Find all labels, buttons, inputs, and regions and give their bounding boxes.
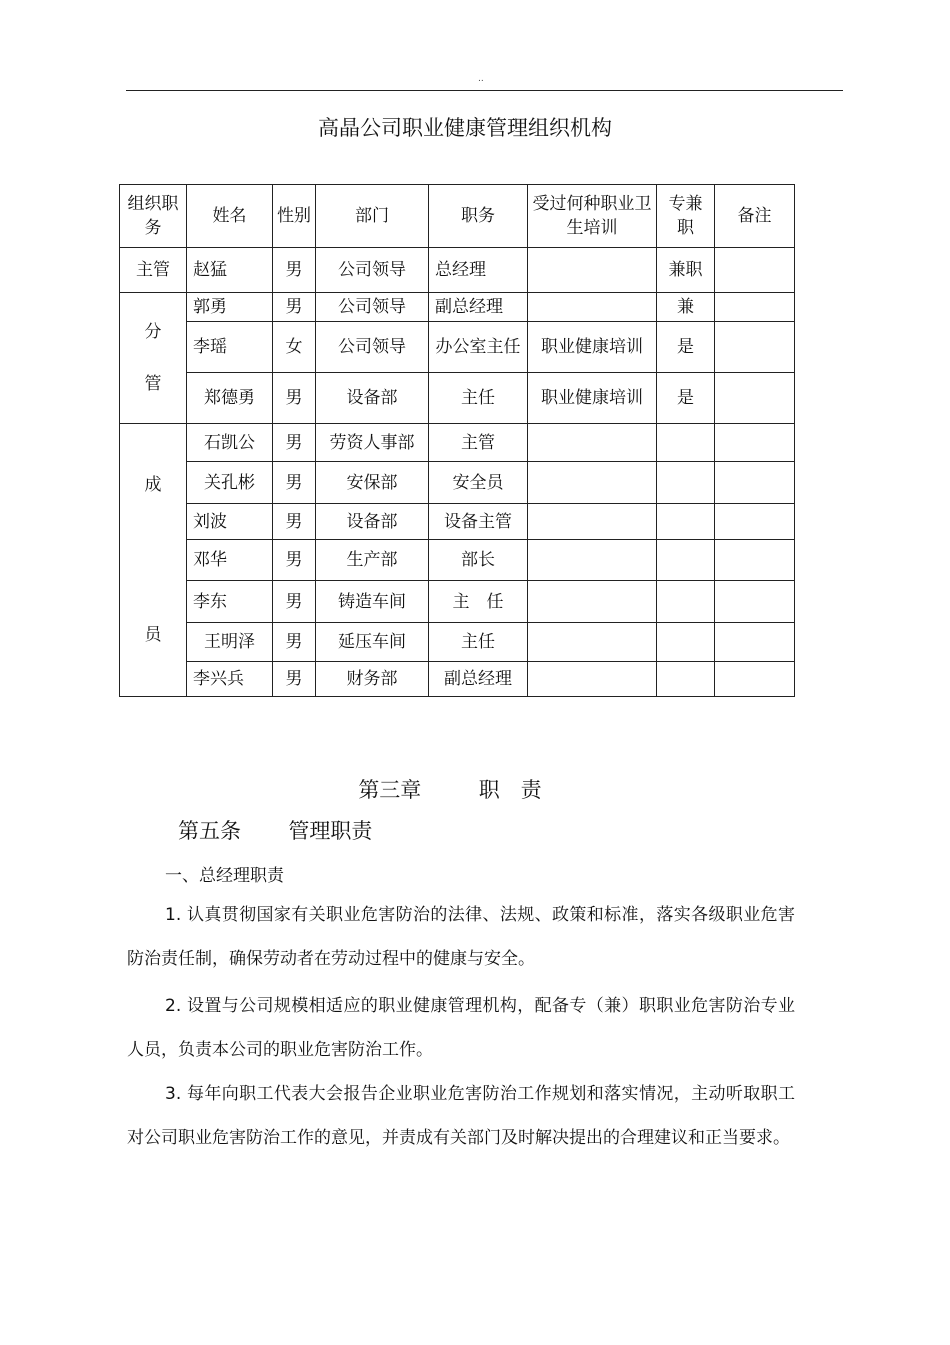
name-cell: 郑德勇	[187, 373, 273, 424]
type-cell	[657, 662, 715, 697]
training-cell: 职业健康培训	[528, 322, 657, 373]
name-cell: 石凯公	[187, 424, 273, 462]
note-cell	[715, 424, 795, 462]
chapter-number: 第三章	[358, 778, 422, 802]
table-row	[120, 248, 795, 293]
table-row	[120, 623, 795, 662]
type-cell: 是	[657, 322, 715, 373]
position-cell: 主 任	[429, 581, 528, 623]
training-cell	[528, 248, 657, 293]
training-cell	[528, 424, 657, 462]
training-cell	[528, 293, 657, 322]
position-cell: 副总经理	[429, 662, 528, 697]
gender-cell: 男	[273, 424, 316, 462]
training-cell: 职业健康培训	[528, 373, 657, 424]
gender-cell: 男	[273, 293, 316, 322]
type-cell	[657, 424, 715, 462]
dept-cell: 公司领导	[316, 248, 429, 293]
gender-cell: 男	[273, 581, 316, 623]
header-cell: 职务	[429, 185, 528, 248]
name-cell: 刘波	[187, 504, 273, 540]
dept-cell: 公司领导	[316, 293, 429, 322]
organization-table	[119, 184, 795, 697]
group-label-char: 管	[144, 374, 162, 394]
header-cell: 备注	[715, 185, 795, 248]
gender-cell: 男	[273, 540, 316, 581]
name-cell: 李兴兵	[187, 662, 273, 697]
group-label-char: 成	[144, 475, 162, 495]
document-title: 高晶公司职业健康管理组织机构	[318, 116, 612, 140]
note-cell	[715, 462, 795, 504]
note-cell	[715, 581, 795, 623]
position-cell: 主任	[429, 373, 528, 424]
position-cell: 副总经理	[429, 293, 528, 322]
header-cell: 专兼职	[657, 185, 715, 248]
table-row	[120, 581, 795, 623]
gender-cell: 女	[273, 322, 316, 373]
position-cell: 安全员	[429, 462, 528, 504]
group-label-char: 分	[144, 322, 162, 342]
training-cell	[528, 540, 657, 581]
paragraph: 3. 每年向职工代表大会报告企业职业危害防治工作规划和落实情况，主动听取职工对公司职业危害防治工作的意见，并责成有关部门及时解决提出的合理建议和正当要求。	[127, 1084, 795, 1148]
name-cell: 赵猛	[187, 248, 273, 293]
note-cell	[715, 504, 795, 540]
group-label-cell	[120, 248, 187, 293]
type-cell	[657, 623, 715, 662]
group-label-char: 主管	[136, 260, 170, 280]
dept-cell: 财务部	[316, 662, 429, 697]
name-cell: 邓华	[187, 540, 273, 581]
table-row	[120, 424, 795, 462]
gender-cell: 男	[273, 623, 316, 662]
training-cell	[528, 623, 657, 662]
name-cell: 王明泽	[187, 623, 273, 662]
header-cell: 部门	[316, 185, 429, 248]
position-cell: 总经理	[429, 248, 528, 293]
section-heading: 一、总经理职责	[165, 866, 284, 886]
dept-cell: 公司领导	[316, 322, 429, 373]
position-cell: 主任	[429, 623, 528, 662]
type-cell	[657, 540, 715, 581]
header-cell: 受过何种职业卫生培训	[528, 185, 657, 248]
note-cell	[715, 623, 795, 662]
dept-cell: 设备部	[316, 373, 429, 424]
position-cell: 办公室主任	[429, 322, 528, 373]
dept-cell: 延压车间	[316, 623, 429, 662]
table-row	[120, 322, 795, 373]
dept-cell: 铸造车间	[316, 581, 429, 623]
type-cell	[657, 462, 715, 504]
note-cell	[715, 662, 795, 697]
training-cell	[528, 462, 657, 504]
type-cell	[657, 581, 715, 623]
gender-cell: 男	[273, 662, 316, 697]
header-cell: 性别	[273, 185, 316, 248]
header-cell: 姓名	[187, 185, 273, 248]
table-row	[120, 293, 795, 322]
name-cell: 郭勇	[187, 293, 273, 322]
gender-cell: 男	[273, 504, 316, 540]
name-cell: 关孔彬	[187, 462, 273, 504]
table-row	[120, 504, 795, 540]
note-cell	[715, 373, 795, 424]
header-rule	[126, 90, 843, 91]
training-cell	[528, 662, 657, 697]
gender-cell: 男	[273, 248, 316, 293]
position-cell: 主管	[429, 424, 528, 462]
position-cell: 设备主管	[429, 504, 528, 540]
paragraph: 2. 设置与公司规模相适应的职业健康管理机构，配备专（兼）职职业危害防治专业人员，负责本公司的职业危害防治工作。	[127, 996, 795, 1060]
table-header-row	[120, 185, 795, 248]
note-cell	[715, 293, 795, 322]
group-label-cell	[120, 424, 187, 697]
note-cell	[715, 248, 795, 293]
type-cell	[657, 504, 715, 540]
dept-cell: 安保部	[316, 462, 429, 504]
group-label-char: 员	[144, 625, 162, 645]
table-row	[120, 662, 795, 697]
header-marker: ..	[478, 74, 484, 84]
group-label-cell	[120, 293, 187, 424]
table-row	[120, 540, 795, 581]
name-cell: 李瑶	[187, 322, 273, 373]
gender-cell: 男	[273, 373, 316, 424]
header-cell: 组织职务	[120, 185, 187, 248]
paragraph: 1. 认真贯彻国家有关职业危害防治的法律、法规、政策和标准，落实各级职业危害防治责任制，确保劳动者在劳动过程中的健康与安全。	[127, 905, 795, 969]
article-number: 第五条	[178, 819, 241, 843]
article-heading	[178, 815, 372, 845]
gender-cell: 男	[273, 462, 316, 504]
dept-cell: 生产部	[316, 540, 429, 581]
training-cell	[528, 504, 657, 540]
position-cell: 部长	[429, 540, 528, 581]
type-cell: 是	[657, 373, 715, 424]
article-title: 管理职责	[288, 819, 373, 843]
note-cell	[715, 322, 795, 373]
type-cell: 兼	[657, 293, 715, 322]
dept-cell: 劳资人事部	[316, 424, 429, 462]
chapter-title: 职 责	[478, 778, 542, 802]
table-row	[120, 462, 795, 504]
table-row	[120, 373, 795, 424]
type-cell: 兼职	[657, 248, 715, 293]
dept-cell: 设备部	[316, 504, 429, 540]
chapter-heading	[0, 774, 900, 804]
note-cell	[715, 540, 795, 581]
name-cell: 李东	[187, 581, 273, 623]
training-cell	[528, 581, 657, 623]
